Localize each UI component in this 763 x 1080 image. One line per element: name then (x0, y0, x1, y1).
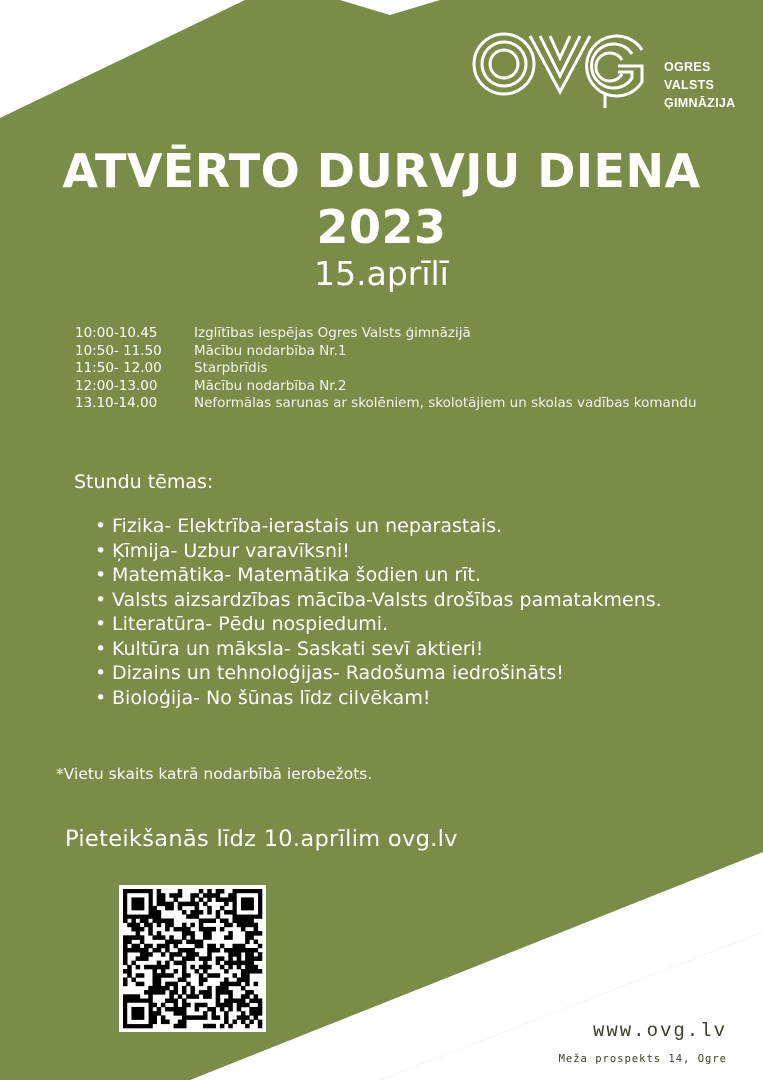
topic-item: • Literatūra- Pēdu nospiedumi. (95, 612, 695, 637)
topic-item: • Ķīmija- Uzbur varavīksni! (95, 539, 695, 564)
address-text: Meža prospekts 14, Ogre (558, 1053, 727, 1065)
schedule-row (75, 325, 735, 343)
website-link[interactable]: www.ovg.lv (592, 1020, 727, 1042)
topic-item: • Dizains un tehnoloģijas- Radošuma iedrošināts! (95, 661, 695, 686)
logo-line: VALSTS (664, 78, 715, 92)
topic-item: • Kultūra un māksla- Saskati sevī aktieri! (95, 637, 695, 662)
schedule-activity: Neformālas sarunas ar skolēniem, skolotājiem un skolas vadības komandu (194, 395, 697, 411)
schedule-activity: Mācību nodarbība Nr.1 (194, 342, 347, 359)
topic-item: • Valsts aizsardzības mācība-Valsts drošības pamatakmens. (95, 588, 695, 613)
signup-text: Pieteikšanās līdz 10.aprīlim ovg.lv (65, 826, 458, 852)
topic-item: • Fizika- Elektrība-ierastais un neparastais. (95, 514, 695, 539)
schedule-time: 13.10-14.00 (75, 395, 158, 411)
schedule-table (75, 325, 735, 413)
page-title (0, 143, 763, 255)
title-line-1: ATVĒRTO DURVJU DIENA (62, 144, 701, 198)
title-line-2: 2023 (316, 200, 447, 254)
event-date: 15.aprīlī (314, 254, 449, 293)
topics-heading: Stundu tēmas: (74, 471, 214, 493)
topic-item: • Bioloģija- No šūnas līdz cilvēkam! (95, 686, 695, 711)
topic-item: • Matemātika- Matemātika šodien un rīt. (95, 563, 695, 588)
qr-code-icon[interactable] (119, 885, 266, 1032)
top-right-stripe (340, 0, 440, 15)
schedule-row (75, 360, 735, 378)
schedule-row (75, 395, 735, 413)
schedule-time: 12:00-13.00 (75, 377, 158, 394)
schedule-time: 10:00-10.45 (75, 325, 158, 341)
schedule-activity: Mācību nodarbība Nr.2 (194, 377, 347, 394)
schedule-row (75, 343, 735, 361)
logo-line: OGRES (664, 60, 711, 74)
schedule-time: 10:50- 11.50 (75, 342, 162, 359)
schedule-activity: Izglītības iespējas Ogres Valsts ģimnāzijā (194, 325, 471, 341)
schedule-row (75, 378, 735, 396)
capacity-note: *Vietu skaits katrā nodarbībā ierobežots. (56, 765, 373, 783)
logo-wordmark (664, 58, 735, 112)
topics-list (95, 514, 695, 710)
schedule-activity: Starpbrīdis (194, 360, 268, 376)
ovg-logo-icon (470, 22, 650, 112)
top-left-stripe (0, 0, 245, 118)
logo-line: ĢIMNĀZIJA (664, 96, 736, 110)
schedule-time: 11:50- 12.00 (75, 360, 162, 376)
